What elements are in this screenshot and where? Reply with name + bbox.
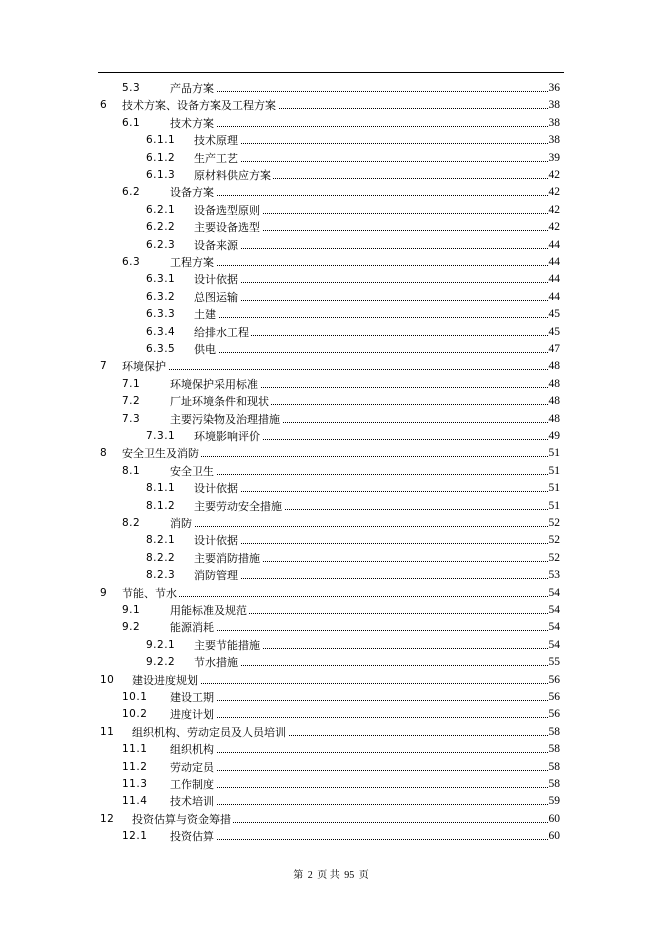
toc-entry-title: 土建 [194,306,218,323]
toc-entry-page: 42 [548,219,561,236]
toc-entry[interactable] [0,428,662,445]
toc-entry-number: 6.2.3 [146,238,176,251]
toc-entry-title: 设计依据 [194,480,240,497]
toc-entry-title: 主要污染物及治理措施 [170,411,282,428]
toc-dot-leader [170,474,548,475]
toc-entry-number: 8.2.1 [146,534,176,547]
toc-entry-title: 技术培训 [170,793,216,810]
toc-entry-page: 58 [548,759,561,776]
toc-dot-leader [194,161,548,162]
footer-current-page: 2 [307,870,313,881]
toc-entry-page: 48 [548,358,561,375]
toc-entry-number: 9.1 [122,604,141,616]
toc-dot-leader [194,543,548,544]
toc-entry-number: 9 [100,586,108,599]
toc-entry-title: 投资估算 [170,828,216,845]
toc-entry-number: 6.2.1 [146,203,176,216]
toc-entry-number: 12 [100,812,115,825]
toc-entry-page: 45 [548,306,561,323]
toc-entry-number: 6.1 [122,116,141,129]
toc-entry[interactable] [0,550,662,567]
toc-entry-title: 主要劳动安全措施 [194,498,284,515]
toc-entry-title: 总图运输 [194,289,240,306]
toc-entry[interactable] [0,237,662,254]
toc-entry[interactable] [0,724,662,741]
header-rule [98,72,564,73]
toc-entry-number: 8.1.2 [146,499,176,512]
toc-entry-title: 原材料供应方案 [194,167,273,184]
toc-entry-page: 58 [548,741,561,758]
toc-entry[interactable] [0,532,662,549]
toc-entry-title: 环境保护采用标准 [170,376,260,393]
toc-entry-title: 设备方案 [170,184,216,201]
toc-entry[interactable] [0,254,662,271]
toc-entry-title: 消防 [170,515,194,532]
toc-entry-page: 44 [548,271,561,288]
toc-entry[interactable] [0,811,662,828]
toc-entry-number: 10.1 [122,691,148,703]
toc-entry[interactable] [0,376,662,393]
toc-entry-page: 58 [548,776,561,793]
toc-entry[interactable] [0,759,662,776]
toc-dot-leader [194,248,548,249]
toc-dot-leader [170,752,548,753]
toc-entry-number: 6.3.3 [146,308,176,321]
toc-entry-number: 8.2.2 [146,551,176,564]
toc-entry[interactable] [0,393,662,410]
toc-entry-number: 9.2 [122,621,141,634]
toc-entry-number: 10 [100,673,115,686]
toc-entry-page: 42 [548,202,561,219]
toc-entry-title: 环境影响评价 [194,428,262,445]
toc-entry-title: 设备来源 [194,237,240,254]
toc-entry[interactable] [0,776,662,793]
toc-entry[interactable] [0,689,662,706]
toc-entry[interactable] [0,602,662,619]
toc-entry[interactable] [0,324,662,341]
toc-entry-number: 11.4 [122,795,148,808]
toc-dot-leader [194,300,548,301]
toc-entry-title: 安全卫生及消防 [122,445,201,462]
toc-entry-page: 42 [548,184,561,201]
toc-entry[interactable] [0,793,662,810]
toc-entry-title: 环境保护 [122,358,168,375]
toc-dot-leader [170,770,548,771]
toc-entry[interactable] [0,306,662,323]
toc-entry[interactable] [0,184,662,201]
toc-entry-number: 6.3.5 [146,343,176,355]
toc-dot-leader [194,665,548,666]
toc-entry[interactable] [0,289,662,306]
toc-entry-number: 8.1.1 [146,482,176,495]
toc-entry-page: 44 [548,289,561,306]
toc-entry-page: 56 [548,706,561,723]
toc-entry-title: 组织机构 [170,741,216,758]
toc-entry[interactable] [0,97,662,114]
toc-entry-page: 56 [548,672,561,689]
toc-dot-leader [170,91,548,92]
toc-entry[interactable] [0,271,662,288]
toc-entry-title: 厂址环境条件和现状 [170,393,271,410]
toc-entry-title: 主要消防措施 [194,550,262,567]
toc-entry-title: 节能、节水 [122,585,179,602]
toc-entry-page: 60 [548,811,561,828]
toc-entry-page: 51 [548,463,561,480]
toc-entry[interactable] [0,828,662,845]
toc-entry-number: 5.3 [122,82,141,94]
toc-entry-number: 7.3.1 [146,430,176,442]
toc-entry-number: 8.2.3 [146,569,176,582]
toc-entry-page: 53 [548,567,561,584]
toc-entry-title: 节水措施 [194,654,240,671]
toc-entry[interactable] [0,358,662,375]
toc-entry-page: 44 [548,254,561,271]
toc-entry-number: 9.2.2 [146,656,176,669]
toc-entry-number: 6.3.4 [146,325,176,338]
toc-entry[interactable] [0,515,662,532]
toc-entry-page: 52 [548,515,561,532]
toc-dot-leader [170,787,548,788]
toc-entry[interactable] [0,115,662,132]
footer-suffix: 页 [358,870,369,881]
toc-dot-leader [122,596,548,597]
toc-entry-page: 36 [548,80,561,97]
toc-entry-title: 主要节能措施 [194,637,262,654]
toc-entry-page: 54 [548,637,561,654]
toc-entry-title: 设计依据 [194,532,240,549]
toc-entry-title: 建设进度规划 [132,672,200,689]
toc-entry-page: 51 [548,445,561,462]
toc-entry-page: 44 [548,237,561,254]
toc-entry-number: 6.3.1 [146,273,176,286]
toc-entry[interactable] [0,672,662,689]
toc-entry-number: 8.1 [122,464,141,477]
toc-entry-page: 52 [548,550,561,567]
toc-dot-leader [194,282,548,283]
toc-entry-page: 48 [548,393,561,410]
toc-entry-title: 技术原理 [194,132,240,149]
toc-entry-page: 54 [548,619,561,636]
toc-entry-number: 6.3 [122,256,141,268]
toc-entry[interactable] [0,619,662,636]
toc-entry-title: 建设工期 [170,689,216,706]
toc-entry-number: 11 [100,725,115,738]
toc-entry-page: 58 [548,724,561,741]
toc-entry[interactable] [0,411,662,428]
toc-entry-number: 6.3.2 [146,290,176,303]
toc-dot-leader [170,195,548,196]
toc-entry-page: 56 [548,689,561,706]
toc-entry-page: 60 [548,828,561,845]
toc-entry[interactable] [0,637,662,654]
toc-entry[interactable] [0,445,662,462]
toc-entry-number: 11.1 [122,743,148,756]
toc-entry-number: 9.2.1 [146,638,176,651]
toc-entry[interactable] [0,202,662,219]
toc-entry-page: 47 [548,341,561,358]
toc-entry-title: 供电 [194,341,218,358]
toc-entry-title: 主要设备选型 [194,219,262,236]
toc-entry-title: 能源消耗 [170,619,216,636]
toc-entry-number: 6.2.2 [146,221,176,234]
toc-entry-title: 工作制度 [170,776,216,793]
toc-entry-page: 51 [548,480,561,497]
toc-dot-leader [194,578,548,579]
toc-dot-leader [194,491,548,492]
toc-entry[interactable] [0,167,662,184]
toc-entry-title: 劳动定员 [170,759,216,776]
toc-entry-number: 6.1.3 [146,169,176,181]
toc-entry-title: 设备选型原则 [194,202,262,219]
toc-entry-title: 投资估算与资金筹措 [132,811,233,828]
toc-dot-leader [170,630,548,631]
toc-entry-number: 6.2 [122,186,141,199]
toc-entry-title: 消防管理 [194,567,240,584]
toc-dot-leader [122,369,548,370]
toc-dot-leader [170,265,548,266]
toc-entry-number: 8.2 [122,517,141,529]
toc-entry-page: 54 [548,585,561,602]
toc-entry-title: 用能标准及规范 [170,602,249,619]
toc-entry-page: 48 [548,376,561,393]
toc-entry[interactable] [0,498,662,515]
toc-entry[interactable] [0,567,662,584]
footer-prefix: 第 [293,870,304,881]
toc-entry[interactable] [0,341,662,358]
toc-entry-page: 42 [548,167,561,184]
toc-entry[interactable] [0,654,662,671]
toc-entry-number: 6 [100,99,108,112]
toc-entry-title: 安全卫生 [170,463,216,480]
toc-entry[interactable] [0,80,662,97]
toc-dot-leader [170,804,548,805]
toc-entry-title: 产品方案 [170,80,216,97]
toc-entry-page: 49 [548,428,561,445]
toc-entry[interactable] [0,463,662,480]
toc-entry[interactable] [0,706,662,723]
toc-entry-page: 38 [548,97,561,114]
toc-dot-leader [170,700,548,701]
toc-entry-number: 7.2 [122,395,141,408]
toc-dot-leader [170,717,548,718]
toc-entry-number: 12.1 [122,830,148,843]
toc-entry-page: 51 [548,498,561,515]
toc-entry-title: 工程方案 [170,254,216,271]
toc-entry-number: 7.3 [122,412,141,425]
toc-dot-leader [194,317,548,318]
toc-entry-number: 11.2 [122,760,148,773]
page-footer [0,866,662,881]
toc-entry-title: 技术方案、设备方案及工程方案 [122,97,278,114]
toc-entry-number: 6.1.1 [146,134,176,147]
toc-entry-title: 给排水工程 [194,324,251,341]
footer-total-pages: 95 [344,870,355,881]
toc-entry-number: 7.1 [122,377,141,390]
toc-entry-page: 38 [548,132,561,149]
toc-dot-leader [194,352,548,353]
toc-entry-title: 进度计划 [170,706,216,723]
toc-entry-page: 39 [548,150,561,167]
toc-entry-page: 48 [548,411,561,428]
toc-entry[interactable] [0,132,662,149]
toc-entry-title: 技术方案 [170,115,216,132]
toc-entry-page: 45 [548,324,561,341]
toc-entry-number: 10.2 [122,708,148,721]
toc-entry-page: 54 [548,602,561,619]
toc-entry-title: 生产工艺 [194,150,240,167]
toc-entry-page: 52 [548,532,561,549]
toc-entry-title: 设计依据 [194,271,240,288]
toc-dot-leader [170,526,548,527]
toc-entry-number: 8 [100,447,108,460]
toc-entry[interactable] [0,480,662,497]
toc-entry-page: 55 [548,654,561,671]
toc-entry[interactable] [0,150,662,167]
toc-dot-leader [170,126,548,127]
toc-entry-page: 59 [548,793,561,810]
toc-entry[interactable] [0,585,662,602]
toc-entry-number: 7 [100,360,108,373]
toc-entry[interactable] [0,741,662,758]
toc-entry-number: 11.3 [122,778,148,790]
toc-entry-page: 38 [548,115,561,132]
toc-entry-title: 组织机构、劳动定员及人员培训 [132,724,288,741]
footer-middle: 页 共 [317,870,340,881]
toc-dot-leader [170,839,548,840]
toc-dot-leader [194,143,548,144]
toc-entry-number: 6.1.2 [146,151,176,164]
toc-entry[interactable] [0,219,662,236]
